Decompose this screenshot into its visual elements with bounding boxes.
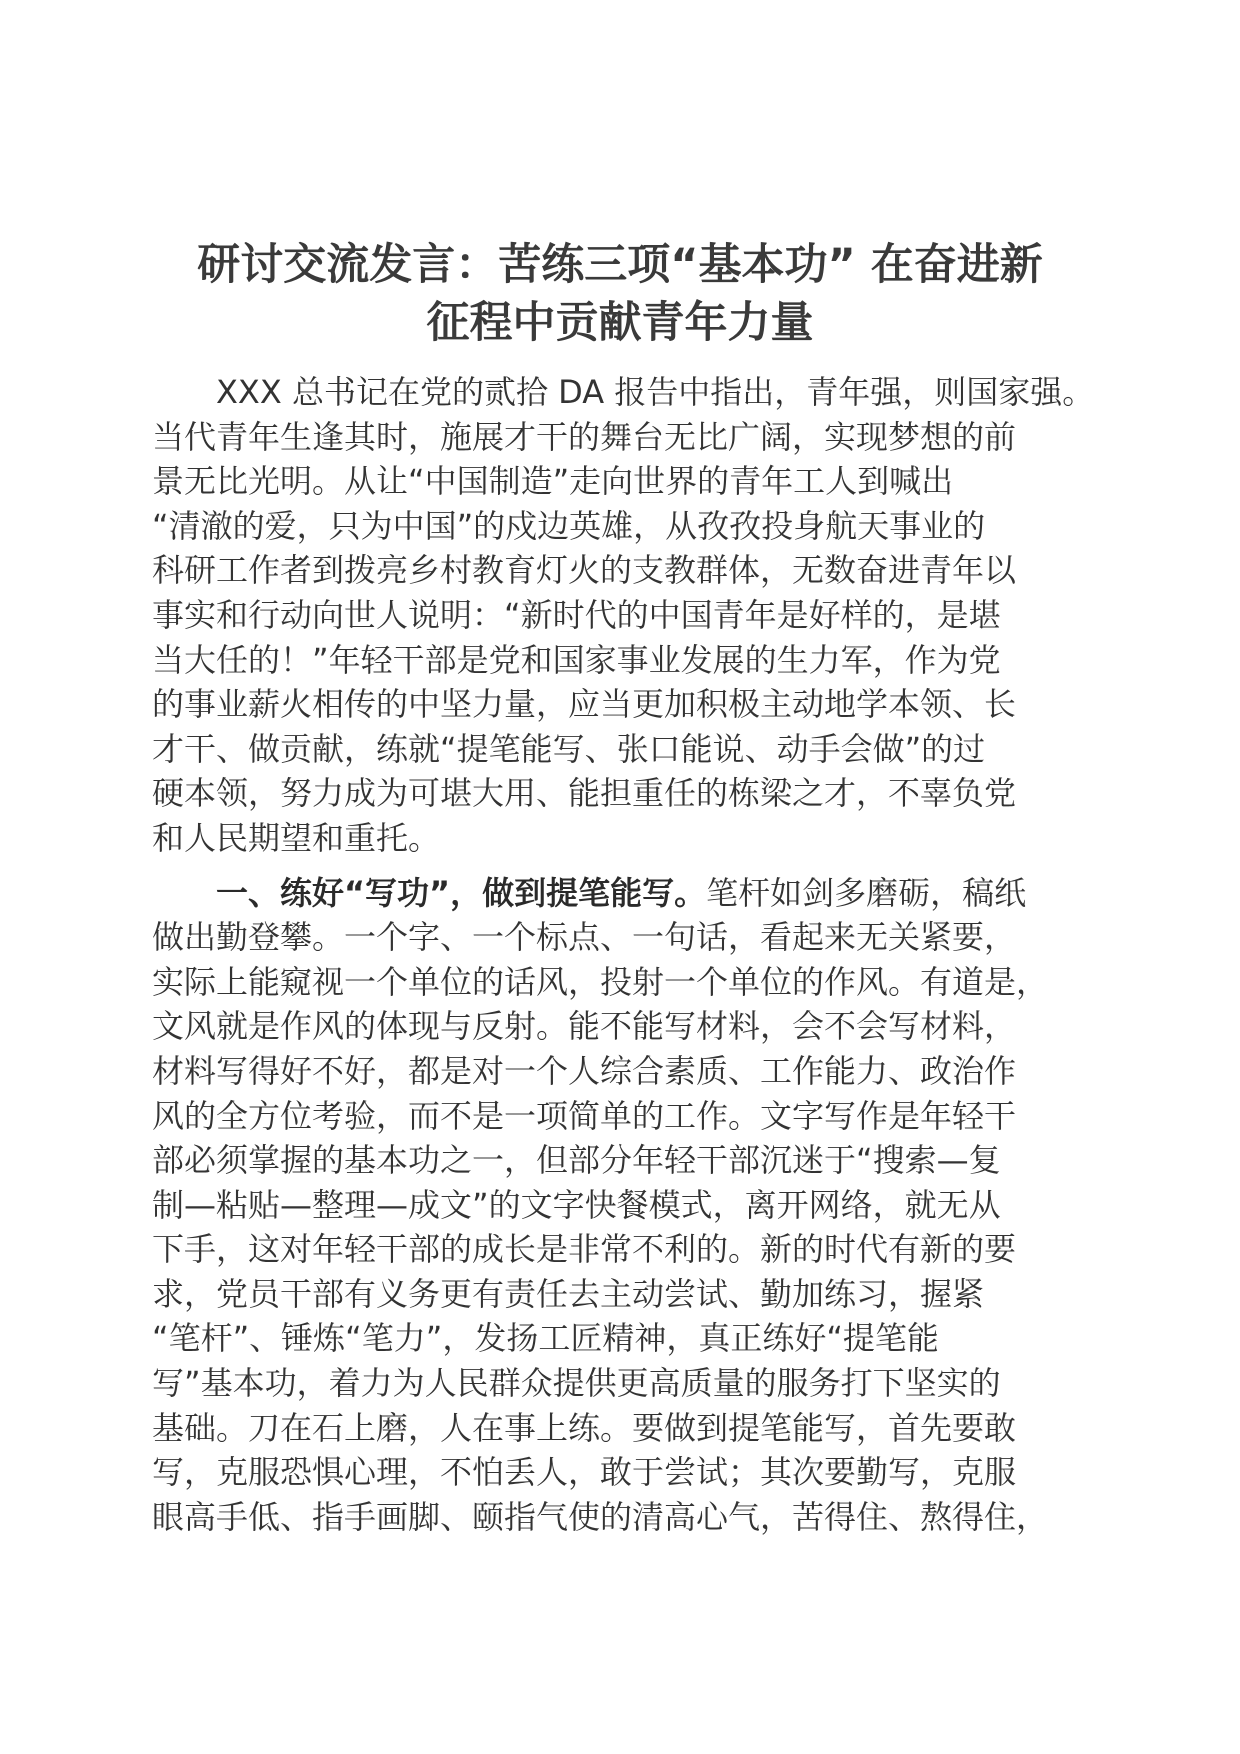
section-heading-rest: 笔杆如剑多磨砺，稿纸 xyxy=(706,873,1027,912)
paragraph-line: 当代青年生逢其时，施展才干的舞台无比广阔，实现梦想的前 xyxy=(152,417,1017,456)
paragraph-line: 眼高手低、指手画脚、颐指气使的清高心气，苦得住、熬得住， xyxy=(152,1497,1049,1536)
paragraph-line: XXX 总书记在党的贰拾 DA 报告中指出，青年强，则国家强。 xyxy=(152,373,1095,411)
paragraph-line: 实际上能窥视一个单位的话风，投射一个单位的作风。有道是， xyxy=(152,962,1049,1001)
paragraph-line: 做出勤登攀。一个字、一个标点、一句话，看起来无关紧要， xyxy=(152,918,1017,957)
paragraph-line: 材料写得好不好，都是对一个人综合素质、工作能力、政治作 xyxy=(152,1051,1017,1090)
title-line-1: 研讨交流发言：苦练三项“基本功” 在奋进新 xyxy=(197,240,1043,290)
paragraph-line: 当大任的！”年轻干部是党和国家事业发展的生力军，作为党 xyxy=(152,640,1001,679)
paragraph-line: 景无比光明。从让“中国制造”走向世界的青年工人到喊出 xyxy=(152,462,954,501)
paragraph-line: 部必须掌握的基本功之一，但部分年轻干部沉迷于“搜索—复 xyxy=(152,1141,1001,1180)
paragraph-line: 硬本领，努力成为可堪大用、能担重任的栋梁之才，不辜负党 xyxy=(152,774,1017,813)
paragraph-line: 风的全方位考验，而不是一项简单的工作。文字写作是年轻干 xyxy=(152,1096,1017,1135)
section-heading: 一、练好“写功”，做到提笔能写。 xyxy=(152,873,707,912)
paragraph-line: 写”基本功，着力为人民群众提供更高质量的服务打下坚实的 xyxy=(152,1364,1001,1403)
paragraph-line: “清澈的爱，只为中国”的戍边英雄，从孜孜投身航天事业的 xyxy=(152,506,986,545)
paragraph-section-one xyxy=(152,871,1092,1540)
paragraph-intro xyxy=(152,370,1095,861)
paragraph-line: “笔杆”、锤炼“笔力”，发扬工匠精神，真正练好“提笔能 xyxy=(152,1319,939,1358)
paragraph-line: 求，党员干部有义务更有责任去主动尝试、勤加练习，握紧 xyxy=(152,1274,985,1313)
document-title xyxy=(150,236,1090,352)
paragraph-line: 的事业薪火相传的中坚力量，应当更加积极主动地学本领、长 xyxy=(152,685,1017,724)
paragraph-line: 和人民期望和重托。 xyxy=(152,818,441,857)
paragraph-line: 文风就是作风的体现与反射。能不能写材料，会不会写材料， xyxy=(152,1007,1017,1046)
paragraph-line: 制—粘贴—整理—成文”的文字快餐模式，离开网络，就无从 xyxy=(152,1185,1001,1224)
title-line-2: 征程中贡献青年力量 xyxy=(426,298,814,348)
paragraph-line: 才干、做贡献，练就“提笔能写、张口能说、动手会做”的过 xyxy=(152,729,986,768)
paragraph-line: 基础。刀在石上磨，人在事上练。要做到提笔能写，首先要敢 xyxy=(152,1408,1017,1447)
paragraph-line xyxy=(152,871,1092,916)
paragraph-line: 事实和行动向世人说明：“新时代的中国青年是好样的，是堪 xyxy=(152,595,1001,634)
document-body xyxy=(152,370,1095,1539)
paragraph-line: 下手，这对年轻干部的成长是非常不利的。新的时代有新的要 xyxy=(152,1230,1017,1269)
paragraph-line: 科研工作者到拨亮乡村教育灯火的支教群体，无数奋进青年以 xyxy=(152,551,1017,590)
paragraph-line: 写，克服恐惧心理，不怕丢人，敢于尝试；其次要勤写，克服 xyxy=(152,1453,1017,1492)
paragraph-spacing xyxy=(152,861,1092,871)
